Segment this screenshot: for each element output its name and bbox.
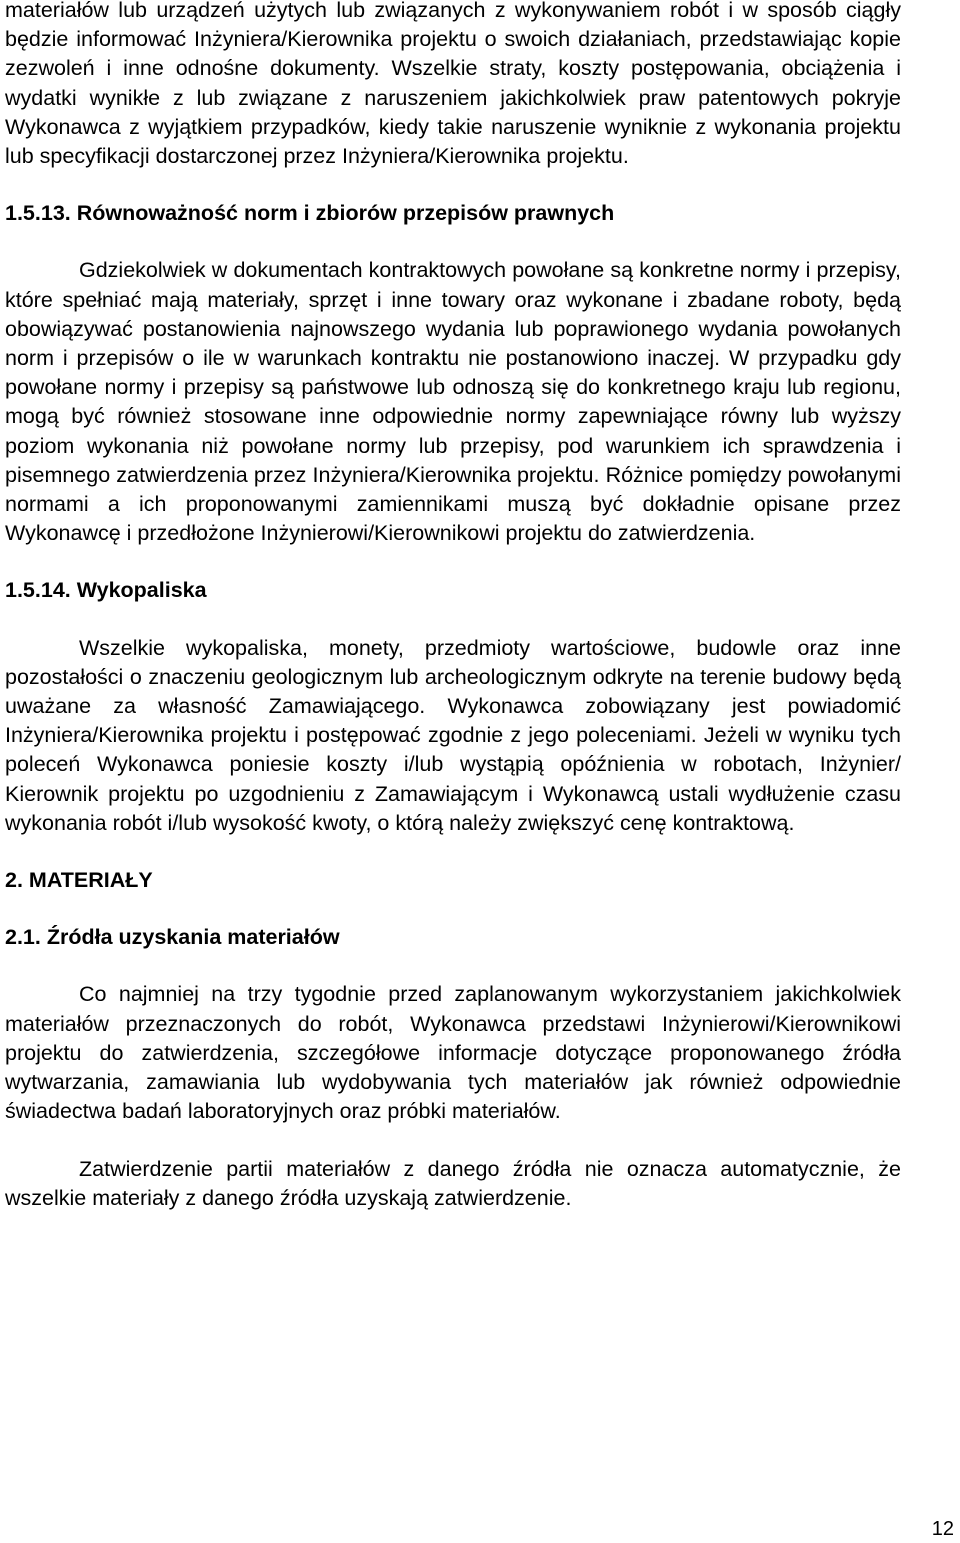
- page-number: 12: [931, 1518, 954, 1540]
- paragraph-2-1-b: Zatwierdzenie partii materiałów z danego źródła nie oznacza automatycznie, że wszelkie materiały z danego źródła uzyskają zatwierdzenie.: [5, 1156, 901, 1210]
- document-page: [5, 0, 901, 1213]
- paragraph-1-5-14: Wszelkie wykopaliska, monety, przedmioty wartościowe, budowle oraz inne pozostałości o znaczeniu geologicznym lub archeologicznym odkryte na terenie budowy będą uważane za własność Zamawiającego. Wykonawca zobowiązany jest powiadomić Inżyniera/Kierownika projektu i postępować zgodnie z jego poleceniami. Jeżeli w wyniku tych poleceń Wykonawca poniesie koszty i/lub wystąpią opóźnienia w robotach, Inżynier/ Kierownik projektu po uzgodnieniu z Zamawiającym i Wykonawcą ustali wydłużenie czasu wykonania robót i/lub wysokość kwoty, o którą należy zwiększyć cenę kontraktową.: [5, 635, 901, 835]
- heading-2-materialy: 2. MATERIAŁY: [5, 868, 153, 893]
- paragraph-1-5-13: Gdziekolwiek w dokumentach kontraktowych powołane są konkretne normy i przepisy, które spełniać mają materiały, sprzęt i inne towary oraz wykonane i zbadane roboty, będą obowiązywać postanowienia najnowszego wydania lub poprawionego wydania powołanych norm i przepisów o ile w warunkach kontraktu nie postanowiono inaczej. W przypadku gdy powołane normy i przepisy są państwowe lub odnoszą się do konkretnego kraju lub regionu, mogą być również stosowane inne odpowiednie normy zapewniające równy lub wyższy poziom wykonania niż powołane normy lub przepisy, pod warunkiem ich sprawdzenia i pisemnego zatwierdzenia przez Inżyniera/Kierownika projektu. Różnice pomiędzy powołanymi normami a ich proponowanymi zamiennikami muszą być dokładnie opisane przez Wykonawcę i przedłożone Inżynierowi/Kierownikowi projektu do zatwierdzenia.: [5, 258, 901, 546]
- paragraph-2-1-a: Co najmniej na trzy tygodnie przed zaplanowanym wykorzystaniem jakichkolwiek materiałów przeznaczonych do robót, Wykonawca przedstawi Inżynierowi/Kierownikowi projektu do zatwierdzenia, szczegółowe informacje dotyczące proponowanego źródła wytwarzania, zamawiania lub wydobywania tych materiałów jak również odpowiednie świadectwa badań laboratoryjnych oraz próbki materiałów.: [5, 982, 901, 1124]
- paragraph-continuation: materiałów lub urządzeń użytych lub związanych z wykonywaniem robót i w sposób ciągły będzie informować Inżyniera/Kierownika projektu o swoich działaniach, przedstawiając kopie zezwoleń i inne odnośne dokumenty. Wszelkie straty, koszty postępowania, obciążenia i wydatki wynikłe z lub związane z naruszeniem jakichkolwiek praw patentowych pokryje Wykonawca z wyjątkiem przypadków, kiedy takie naruszenie wyniknie z wykonania projektu lub specyfikacji dostarczonej przez Inżyniera/Kierownika projektu.: [5, 0, 901, 169]
- heading-1-5-14: 1.5.14. Wykopaliska: [5, 578, 207, 603]
- heading-2-1: 2.1. Źródła uzyskania materiałów: [5, 925, 340, 950]
- heading-1-5-13: 1.5.13. Równoważność norm i zbiorów przepisów prawnych: [5, 201, 615, 226]
